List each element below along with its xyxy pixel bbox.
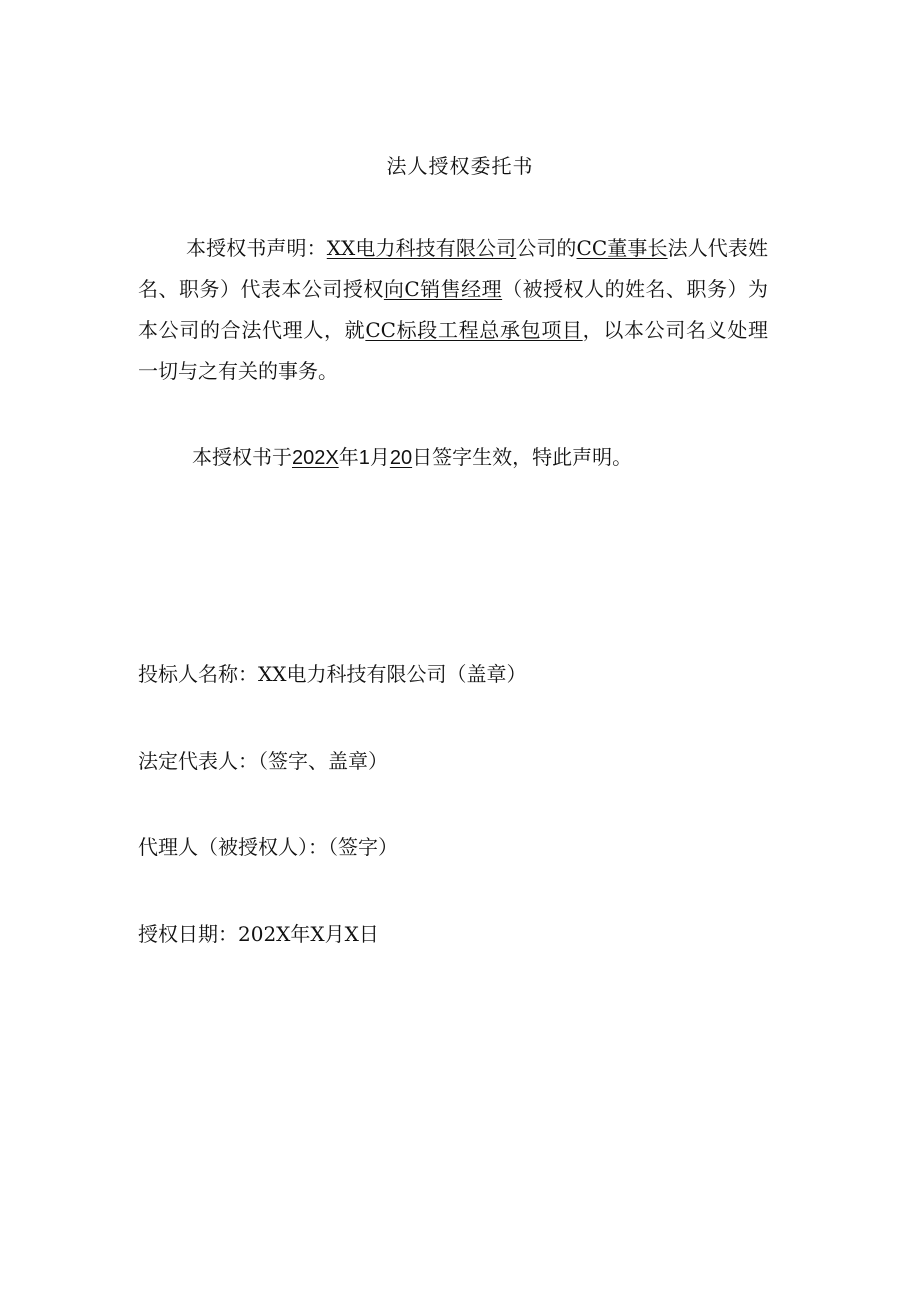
project-name: CC标段工程总承包项目 xyxy=(365,318,583,342)
declaration-paragraph xyxy=(138,228,768,392)
bidder-name-line: 投标人名称：XX电力科技有限公司（盖章） xyxy=(138,662,527,686)
company-name: XX电力科技有限公司 xyxy=(326,236,517,260)
authorization-date-line: 授权日期：202X年X月X日 xyxy=(138,922,379,946)
effective-suffix: 日签字生效，特此声明。 xyxy=(412,445,633,469)
effective-prefix: 本授权书于 xyxy=(192,445,292,469)
effective-year-unit: 年 xyxy=(338,445,359,469)
effective-day: 20 xyxy=(389,447,413,469)
legal-representative-name: CC董事长 xyxy=(576,236,668,260)
agent-signature-line: 代理人（被授权人）：（签字） xyxy=(138,835,398,859)
document-title: 法人授权委托书 xyxy=(386,154,534,178)
declaration-text-2: 法人代表姓名、职务）代表本公司授权 xyxy=(138,236,769,301)
declaration-text-1: 公司的 xyxy=(516,236,577,260)
declaration-intro: 本授权书声明： xyxy=(186,236,327,260)
legal-representative-line: 法定代表人：（签字、盖章） xyxy=(138,749,388,773)
effective-month: 1 xyxy=(358,447,370,469)
effective-year: 202X xyxy=(292,447,339,469)
effective-month-unit: 月 xyxy=(369,445,390,469)
declaration-text-3: （被授权人的姓名、职务）为本公司的合法代理人，就 xyxy=(138,277,768,342)
declaration-text-4: ，以本公司名义处理一切与之有关的事务。 xyxy=(138,318,769,383)
effective-date-paragraph xyxy=(138,437,768,479)
agent-name: 向C销售经理 xyxy=(383,277,503,301)
